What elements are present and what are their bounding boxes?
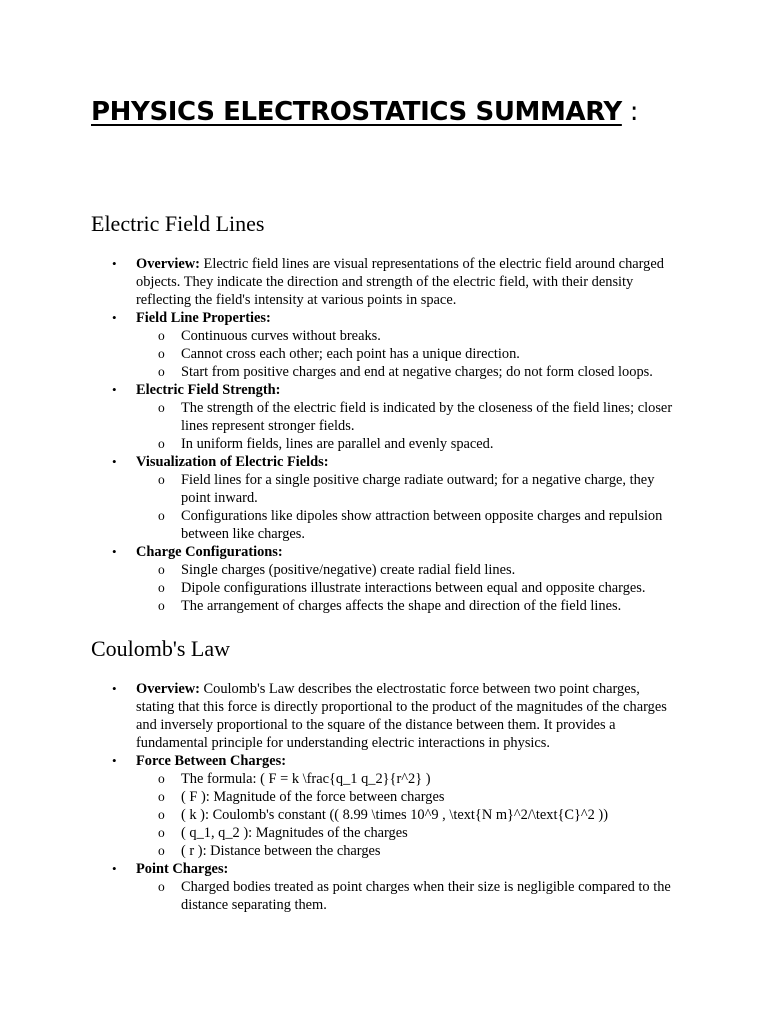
sub-item-text: The strength of the electric field is indicated by the closeness of the field lines; closer lines represent stronger fields. bbox=[181, 400, 673, 434]
document-title-text: PHYSICS ELECTROSTATICS SUMMARY bbox=[91, 97, 622, 127]
sub-bullet-marker: o bbox=[158, 436, 165, 451]
sub-item-text: Dipole configurations illustrate interactions between equal and opposite charges. bbox=[181, 580, 646, 596]
sub-list-item bbox=[158, 770, 681, 788]
item-text: Coulomb's Law describes the electrostatic force between two point charges, stating that this force is directly proportional to the product of the magnitudes of the charges and inversely proportional to the square of the distance between them. It provides a fundamental principle for understanding electric interactions in physics. bbox=[136, 681, 667, 751]
list-item bbox=[112, 309, 681, 381]
sub-item-text: Configurations like dipoles show attraction between opposite charges and repulsion between like charges. bbox=[181, 508, 663, 542]
sub-bullet-marker: o bbox=[158, 508, 165, 523]
sub-list bbox=[136, 471, 681, 543]
item-lead: Charge Configurations: bbox=[136, 544, 283, 560]
bullet-marker: • bbox=[112, 382, 117, 397]
sub-item-text: ( r ): Distance between the charges bbox=[181, 843, 381, 859]
list-item bbox=[112, 860, 681, 914]
section-heading-coulombs-law: Coulomb's Law bbox=[91, 636, 231, 661]
sub-list-item bbox=[158, 507, 681, 543]
sub-list-item bbox=[158, 597, 681, 615]
item-lead: Electric Field Strength: bbox=[136, 382, 281, 398]
sub-list-item bbox=[158, 399, 681, 435]
sub-item-text: ( F ): Magnitude of the force between charges bbox=[181, 789, 445, 805]
sub-list bbox=[136, 561, 681, 615]
sub-list-item bbox=[158, 327, 681, 345]
sub-bullet-marker: o bbox=[158, 789, 165, 804]
sub-list bbox=[136, 770, 681, 860]
sub-item-text: ( k ): Coulomb's constant (( 8.99 \times 10^9 , \text{N m}^2/\text{C}^2 )) bbox=[181, 807, 608, 823]
item-lead: Overview: bbox=[136, 681, 200, 697]
sub-list-item bbox=[158, 435, 681, 453]
list-item bbox=[112, 453, 681, 543]
list-item bbox=[112, 255, 681, 309]
sub-bullet-marker: o bbox=[158, 562, 165, 577]
sub-bullet-marker: o bbox=[158, 843, 165, 858]
sub-list-item bbox=[158, 363, 681, 381]
sub-bullet-marker: o bbox=[158, 346, 165, 361]
item-text: Electric field lines are visual representations of the electric field around charged objects. They indicate the direction and strength of the electric field, with their density reflecting the field's intensity at various points in space. bbox=[136, 256, 664, 308]
document-title-suffix: : bbox=[621, 97, 639, 127]
list-item bbox=[112, 752, 681, 860]
list-item bbox=[112, 381, 681, 453]
bullet-marker: • bbox=[112, 544, 117, 559]
item-lead: Overview: bbox=[136, 256, 200, 272]
item-lead: Force Between Charges: bbox=[136, 753, 286, 769]
sub-list bbox=[136, 327, 681, 381]
sub-bullet-marker: o bbox=[158, 580, 165, 595]
sub-list bbox=[136, 399, 681, 453]
sub-item-text: Continuous curves without breaks. bbox=[181, 328, 381, 344]
bullet-marker: • bbox=[112, 310, 117, 325]
bullet-marker: • bbox=[112, 454, 117, 469]
sub-item-text: Charged bodies treated as point charges when their size is negligible compared to the distance separating them. bbox=[181, 879, 671, 913]
sub-list-item bbox=[158, 471, 681, 507]
list-item bbox=[112, 543, 681, 615]
sub-list-item bbox=[158, 806, 681, 824]
section-heading-electric-field-lines: Electric Field Lines bbox=[91, 211, 265, 236]
sub-bullet-marker: o bbox=[158, 328, 165, 343]
bullet-marker: • bbox=[112, 861, 117, 876]
sub-bullet-marker: o bbox=[158, 807, 165, 822]
sub-bullet-marker: o bbox=[158, 879, 165, 894]
sub-bullet-marker: o bbox=[158, 472, 165, 487]
sub-list bbox=[136, 878, 681, 914]
electric-field-lines-list bbox=[112, 255, 681, 615]
bullet-marker: • bbox=[112, 256, 117, 271]
sub-bullet-marker: o bbox=[158, 598, 165, 613]
sub-item-text: In uniform fields, lines are parallel and evenly spaced. bbox=[181, 436, 494, 452]
sub-item-text: ( q_1, q_2 ): Magnitudes of the charges bbox=[181, 825, 408, 841]
sub-item-text: Single charges (positive/negative) create radial field lines. bbox=[181, 562, 516, 578]
sub-list-item bbox=[158, 824, 681, 842]
bullet-marker: • bbox=[112, 681, 117, 696]
sub-list-item bbox=[158, 788, 681, 806]
item-lead: Visualization of Electric Fields: bbox=[136, 454, 329, 470]
item-lead: Field Line Properties: bbox=[136, 310, 271, 326]
sub-list-item bbox=[158, 579, 681, 597]
sub-list-item bbox=[158, 561, 681, 579]
sub-item-text: Start from positive charges and end at negative charges; do not form closed loops. bbox=[181, 364, 653, 380]
coulombs-law-list bbox=[112, 680, 681, 914]
sub-bullet-marker: o bbox=[158, 771, 165, 786]
formula-text: The formula: ( F = k \frac{q_1 q_2}{r^2} ) bbox=[181, 771, 431, 787]
item-lead: Point Charges: bbox=[136, 861, 229, 877]
document-title bbox=[91, 97, 638, 127]
sub-bullet-marker: o bbox=[158, 825, 165, 840]
bullet-marker: • bbox=[112, 753, 117, 768]
list-item bbox=[112, 680, 681, 752]
sub-list-item bbox=[158, 878, 681, 914]
sub-list-item bbox=[158, 345, 681, 363]
sub-item-text: Cannot cross each other; each point has a unique direction. bbox=[181, 346, 520, 362]
sub-bullet-marker: o bbox=[158, 364, 165, 379]
sub-list-item bbox=[158, 842, 681, 860]
sub-item-text: Field lines for a single positive charge radiate outward; for a negative charge, they point inward. bbox=[181, 472, 655, 506]
sub-item-text: The arrangement of charges affects the shape and direction of the field lines. bbox=[181, 598, 622, 614]
sub-bullet-marker: o bbox=[158, 400, 165, 415]
